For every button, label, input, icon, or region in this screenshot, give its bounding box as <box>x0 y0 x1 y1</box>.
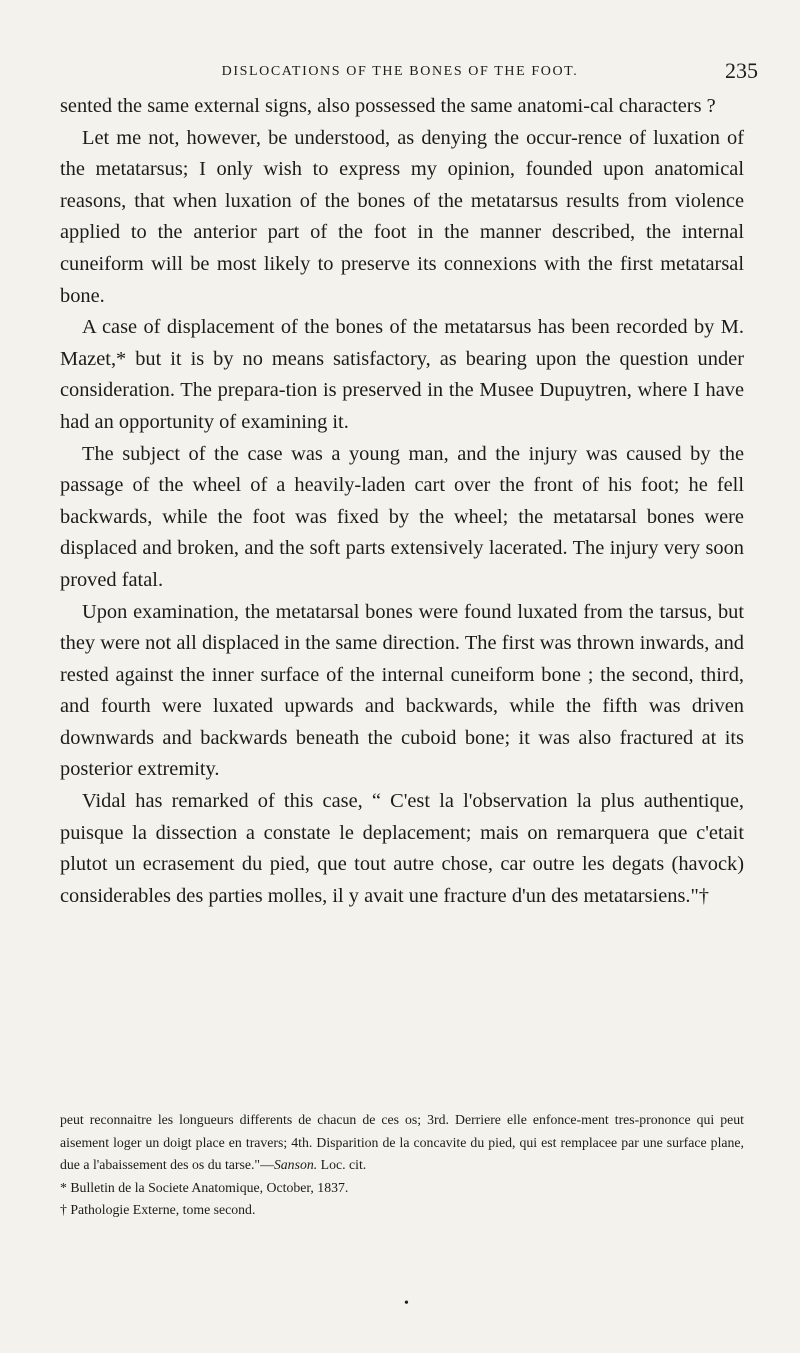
footnote-author: Sanson. <box>273 1157 318 1172</box>
footnote-continuation <box>60 1109 744 1177</box>
footnote-star: * Bulletin de la Societe Anatomique, October, 1837. <box>60 1179 349 1195</box>
page-number: 235 <box>725 58 758 83</box>
running-title: DISLOCATIONS OF THE BONES OF THE FOOT. <box>221 64 579 79</box>
page-header <box>0 58 800 88</box>
paragraph-1: sented the same external signs, also possessed the same anatomi-cal characters ? <box>60 95 716 117</box>
footnote-citation: Loc. cit. <box>317 1157 367 1172</box>
body-text <box>60 91 744 912</box>
footnotes <box>60 1109 744 1222</box>
paragraph-4: The subject of the case was a young man, and the injury was caused by the passage of the wheel of a heavily-laden cart over the front of his foot; he fell backwards, while the foot was fixed by the wheel; the metatarsal bones were displaced and broken, and the soft parts extensively lacerated. The injury very soon proved fatal. <box>60 442 744 591</box>
stray-ink-mark: • <box>404 1296 409 1311</box>
footnote-continuation-text: peut reconnaitre les longueurs differents de chacun de ces os; 3rd. Derriere elle enfonce-ment tres-prononce qui peut aisement loger un doigt place en travers; 4th. Disparition de la concavite du pied, qui est remplacee par une surface plane, due a l'abaissement des os du tarse."— <box>60 1112 744 1172</box>
paragraph-6: Vidal has remarked of this case, “ C'est la l'observation la plus authentique, puisque la dissection a constate le deplacement; mais on remarquera que c'etait plutot un ecrasement du pied, que tout autre chose, car outre les degats (havock) considerables des parties molles, il y avait une fracture d'un des metatarsiens."† <box>60 790 744 907</box>
paragraph-3: A case of displacement of the bones of the metatarsus has been recorded by M. Mazet,* but it is by no means satisfactory, as bearing upon the question under consideration. The prepara-tion is preserved in the Musee Dupuytren, where I have had an opportunity of examining it. <box>60 316 744 433</box>
footnote-dagger: † Pathologie Externe, tome second. <box>60 1202 256 1217</box>
paragraph-2: Let me not, however, be understood, as denying the occur-rence of luxation of the metatarsus; I only wish to express my opinion, founded upon anatomical reasons, that when luxation of the bones of the metatarsus results from violence applied to the anterior part of the foot in the manner described, the internal cuneiform will be most likely to preserve its connexions with the first metatarsal bone. <box>60 126 744 307</box>
paragraph-5: Upon examination, the metatarsal bones were found luxated from the tarsus, but they were not all displaced in the same direction. The first was thrown inwards, and rested against the inner surface of the internal cuneiform bone ; the second, third, and fourth were luxated upwards and backwards, while the fifth was driven downwards and backwards beneath the cuboid bone; it was also fractured at its posterior extremity. <box>60 600 744 781</box>
